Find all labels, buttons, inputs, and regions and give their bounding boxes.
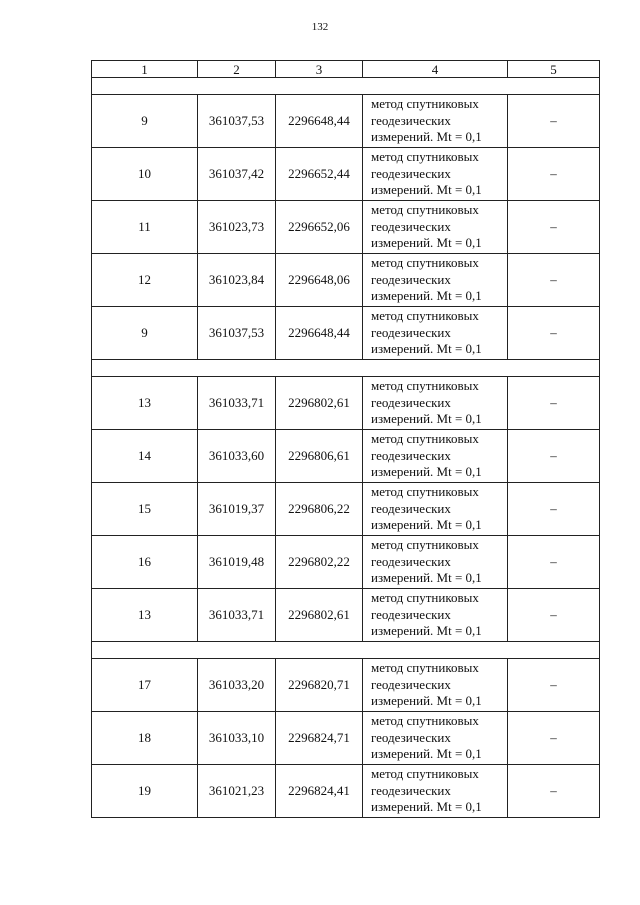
method-cell — [363, 148, 508, 201]
coordinate-y-cell: 2296802,61 — [276, 589, 363, 642]
coordinate-x-cell: 361019,37 — [198, 483, 276, 536]
point-number-cell: 11 — [92, 201, 198, 254]
point-number-cell: 17 — [92, 659, 198, 712]
method-cell — [363, 307, 508, 360]
point-number-cell: 19 — [92, 765, 198, 818]
table-header-row — [92, 61, 600, 78]
method-text-line: метод спутниковых — [371, 537, 479, 553]
method-text-line: измерений. Mt = 0,1 — [371, 129, 482, 145]
method-text-line: метод спутниковых — [371, 660, 479, 676]
method-cell — [363, 536, 508, 589]
method-text-line: метод спутниковых — [371, 149, 479, 165]
note-cell: – — [508, 307, 600, 360]
method-text-line: измерений. Mt = 0,1 — [371, 341, 482, 357]
method-text-line: измерений. Mt = 0,1 — [371, 464, 482, 480]
coordinate-y-cell: 2296648,44 — [276, 95, 363, 148]
method-text-line: метод спутниковых — [371, 590, 479, 606]
point-number-cell: 14 — [92, 430, 198, 483]
point-number-cell: 9 — [92, 95, 198, 148]
coordinates-table — [91, 60, 600, 818]
method-text-line: метод спутниковых — [371, 308, 479, 324]
method-text-line: метод спутниковых — [371, 484, 479, 500]
method-cell — [363, 659, 508, 712]
coordinate-y-cell: 2296820,71 — [276, 659, 363, 712]
method-text-line: геодезических — [371, 676, 451, 692]
coordinate-y-cell: 2296648,06 — [276, 254, 363, 307]
method-cell — [363, 254, 508, 307]
note-cell: – — [508, 712, 600, 765]
method-cell — [363, 483, 508, 536]
group-separator-row — [92, 360, 600, 377]
method-text-line: геодезических — [371, 606, 451, 622]
table-row — [92, 377, 600, 430]
coordinate-x-cell: 361033,20 — [198, 659, 276, 712]
table-row — [92, 483, 600, 536]
coordinate-x-cell: 361023,84 — [198, 254, 276, 307]
group-separator-row — [92, 642, 600, 659]
coordinate-x-cell: 361033,71 — [198, 377, 276, 430]
point-number-cell: 12 — [92, 254, 198, 307]
point-number-cell: 9 — [92, 307, 198, 360]
method-text-line: метод спутниковых — [371, 713, 479, 729]
method-text-line: геодезических — [371, 112, 451, 128]
table-row — [92, 712, 600, 765]
coordinate-y-cell: 2296648,44 — [276, 307, 363, 360]
method-text-line: геодезических — [371, 447, 451, 463]
method-text-line: геодезических — [371, 553, 451, 569]
table-row — [92, 430, 600, 483]
coordinate-y-cell: 2296802,22 — [276, 536, 363, 589]
method-text-line: метод спутниковых — [371, 766, 479, 782]
header-cell-3: 3 — [276, 61, 363, 78]
coordinate-x-cell: 361037,42 — [198, 148, 276, 201]
point-number-cell: 13 — [92, 589, 198, 642]
coordinate-x-cell: 361037,53 — [198, 95, 276, 148]
method-text-line: геодезических — [371, 324, 451, 340]
point-number-cell: 16 — [92, 536, 198, 589]
method-text-line: метод спутниковых — [371, 431, 479, 447]
header-cell-2: 2 — [198, 61, 276, 78]
coordinate-x-cell: 361021,23 — [198, 765, 276, 818]
method-text-line: геодезических — [371, 165, 451, 181]
method-text-line: измерений. Mt = 0,1 — [371, 411, 482, 427]
coordinate-x-cell: 361023,73 — [198, 201, 276, 254]
method-cell — [363, 377, 508, 430]
method-text-line: измерений. Mt = 0,1 — [371, 288, 482, 304]
group-separator-cell — [92, 78, 600, 95]
group-separator-cell — [92, 360, 600, 377]
note-cell: – — [508, 659, 600, 712]
coordinate-y-cell: 2296824,71 — [276, 712, 363, 765]
method-text-line: измерений. Mt = 0,1 — [371, 517, 482, 533]
coordinate-x-cell: 361033,10 — [198, 712, 276, 765]
method-text-line: метод спутниковых — [371, 202, 479, 218]
point-number-cell: 13 — [92, 377, 198, 430]
method-text-line: измерений. Mt = 0,1 — [371, 182, 482, 198]
table-row — [92, 765, 600, 818]
method-text-line: геодезических — [371, 218, 451, 234]
method-text-line: геодезических — [371, 782, 451, 798]
table-row — [92, 95, 600, 148]
method-cell — [363, 430, 508, 483]
coordinate-y-cell: 2296806,61 — [276, 430, 363, 483]
group-separator-cell — [92, 642, 600, 659]
coordinate-y-cell: 2296652,44 — [276, 148, 363, 201]
method-cell — [363, 201, 508, 254]
coordinate-x-cell: 361033,71 — [198, 589, 276, 642]
note-cell: – — [508, 377, 600, 430]
table-row — [92, 201, 600, 254]
method-text-line: измерений. Mt = 0,1 — [371, 693, 482, 709]
header-cell-4: 4 — [363, 61, 508, 78]
coordinate-y-cell: 2296806,22 — [276, 483, 363, 536]
method-text-line: метод спутниковых — [371, 96, 479, 112]
method-cell — [363, 589, 508, 642]
method-text-line: метод спутниковых — [371, 255, 479, 271]
method-text-line: измерений. Mt = 0,1 — [371, 799, 482, 815]
note-cell: – — [508, 765, 600, 818]
method-cell — [363, 712, 508, 765]
coordinate-y-cell: 2296802,61 — [276, 377, 363, 430]
method-cell — [363, 95, 508, 148]
method-text-line: измерений. Mt = 0,1 — [371, 570, 482, 586]
point-number-cell: 10 — [92, 148, 198, 201]
note-cell: – — [508, 254, 600, 307]
method-text-line: метод спутниковых — [371, 378, 479, 394]
coordinate-x-cell: 361033,60 — [198, 430, 276, 483]
method-text-line: измерений. Mt = 0,1 — [371, 235, 482, 251]
note-cell: – — [508, 95, 600, 148]
point-number-cell: 18 — [92, 712, 198, 765]
table-row — [92, 307, 600, 360]
header-cell-5: 5 — [508, 61, 600, 78]
point-number-cell: 15 — [92, 483, 198, 536]
note-cell: – — [508, 201, 600, 254]
note-cell: – — [508, 589, 600, 642]
table-row — [92, 254, 600, 307]
note-cell: – — [508, 430, 600, 483]
method-text-line: измерений. Mt = 0,1 — [371, 746, 482, 762]
coordinate-y-cell: 2296652,06 — [276, 201, 363, 254]
table-row — [92, 148, 600, 201]
method-text-line: геодезических — [371, 500, 451, 516]
coordinate-y-cell: 2296824,41 — [276, 765, 363, 818]
note-cell: – — [508, 483, 600, 536]
note-cell: – — [508, 536, 600, 589]
method-text-line: геодезических — [371, 394, 451, 410]
table-row — [92, 536, 600, 589]
page-number: 132 — [311, 21, 329, 33]
method-text-line: геодезических — [371, 271, 451, 287]
method-cell — [363, 765, 508, 818]
note-cell: – — [508, 148, 600, 201]
group-separator-row — [92, 78, 600, 95]
method-text-line: измерений. Mt = 0,1 — [371, 623, 482, 639]
table-row — [92, 659, 600, 712]
coordinate-x-cell: 361019,48 — [198, 536, 276, 589]
table-row — [92, 589, 600, 642]
coordinate-x-cell: 361037,53 — [198, 307, 276, 360]
method-text-line: геодезических — [371, 729, 451, 745]
header-cell-1: 1 — [92, 61, 198, 78]
